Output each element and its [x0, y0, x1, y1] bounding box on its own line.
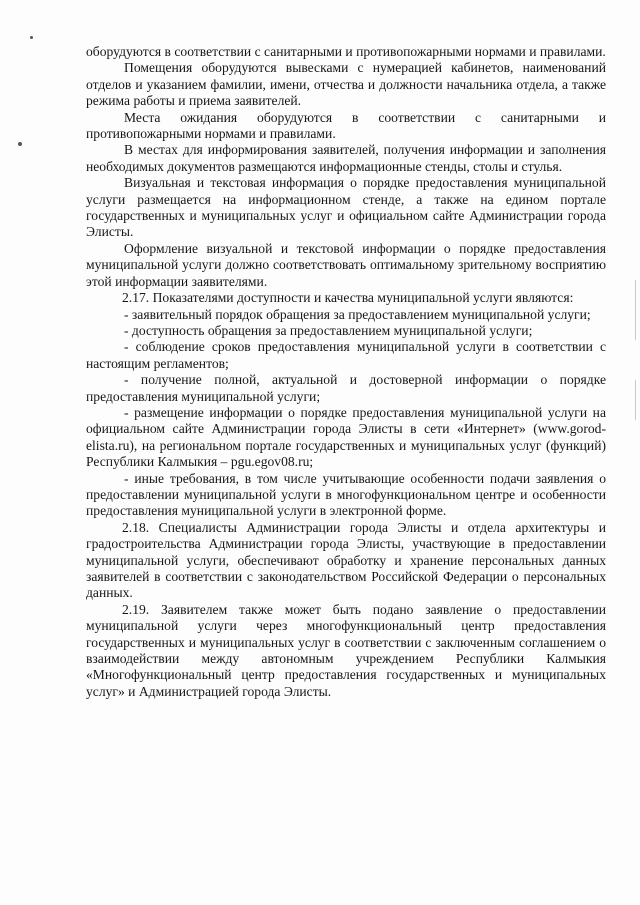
- list-item: - иные требования, в том числе учитывающие особенности подачи заявления о предоставлении муниципальной услуги в многофункциональном центре и особенности предоставления муниципальной услуги в электронной форме.: [86, 470, 606, 519]
- paragraph-continuation: оборудуются в соответствии с санитарными и противопожарными нормами и правилами.: [86, 44, 606, 59]
- paragraph-info-stands: В местах для информирования заявителей, получения информации и заполнения необходимых документов размещаются информационные стенды, столы и стулья.: [86, 142, 606, 174]
- paragraph-waiting-areas: Места ожидания оборудуются в соответствии с санитарными и противопожарными нормами и правилами.: [86, 109, 606, 142]
- scan-speck: [18, 142, 22, 146]
- list-item: - размещение информации о порядке предоставления муниципальной услуги на официальном сайте Администрации города Элисты в сети «Интернет» (www.gorod-elista.ru), на региональном портале государственных и муниципальных услуг (функций) Республики Калмыкия – pgu.egov08.ru;: [86, 404, 606, 470]
- section-2-18: 2.18. Специалисты Администрации города Элисты и отдела архитектуры и градостроительства Администрации города Элисты, участвующие в предоставлении муниципальной услуги, обеспечивают обработку и хранение персональных данных заявителей в соответствии с законодательством Российской Федерации о персональных данных.: [86, 519, 606, 601]
- list-item: - доступность обращения за предоставлением муниципальной услуги;: [124, 322, 533, 338]
- list-item: - получение полной, актуальной и достоверной информации о порядке предоставления муниципальной услуги;: [86, 372, 606, 404]
- list-item: - соблюдение сроков предоставления муниципальной услуги в соответствии с настоящим регламентов;: [86, 339, 606, 371]
- paragraph-premises-signs: Помещения оборудуются вывесками с нумерацией кабинетов, наименований отделов и указанием фамилии, имени, отчества и должности начальника отдела, а также режима работы и приема заявителей.: [86, 60, 606, 109]
- section-2-17-heading: 2.17. Показателями доступности и качества муниципальной услуги являются:: [122, 290, 574, 306]
- scan-edge-line: [635, 280, 636, 340]
- paragraph-info-design: Оформление визуальной и текстовой информации о порядке предоставления муниципальной услуги должно соответствовать оптимальному зрительному восприятию этой информации заявителями.: [86, 240, 606, 289]
- section-2-19: 2.19. Заявителем также может быть подано заявление о предоставлении муниципальной услуги через многофункциональный центр предоставления государственных и муниципальных услуг в соответствии с заключенным соглашением о взаимодействии между автономным учреждением Республики Калмыкия «Многофункциональный центр предоставления государственных и муниципальных услуг» и Администрацией города Элисты.: [86, 601, 606, 699]
- document-body: [86, 44, 606, 700]
- scan-edge-line: [635, 380, 636, 420]
- scan-speck: [30, 36, 33, 39]
- list-item: - заявительный порядок обращения за предоставлением муниципальной услуги;: [124, 306, 591, 322]
- paragraph-visual-info: Визуальная и текстовая информация о порядке предоставления муниципальной услуги размещается на информационном стенде, а также на едином портале государственных и муниципальных услуг и официальном сайте Администрации города Элисты.: [86, 175, 606, 240]
